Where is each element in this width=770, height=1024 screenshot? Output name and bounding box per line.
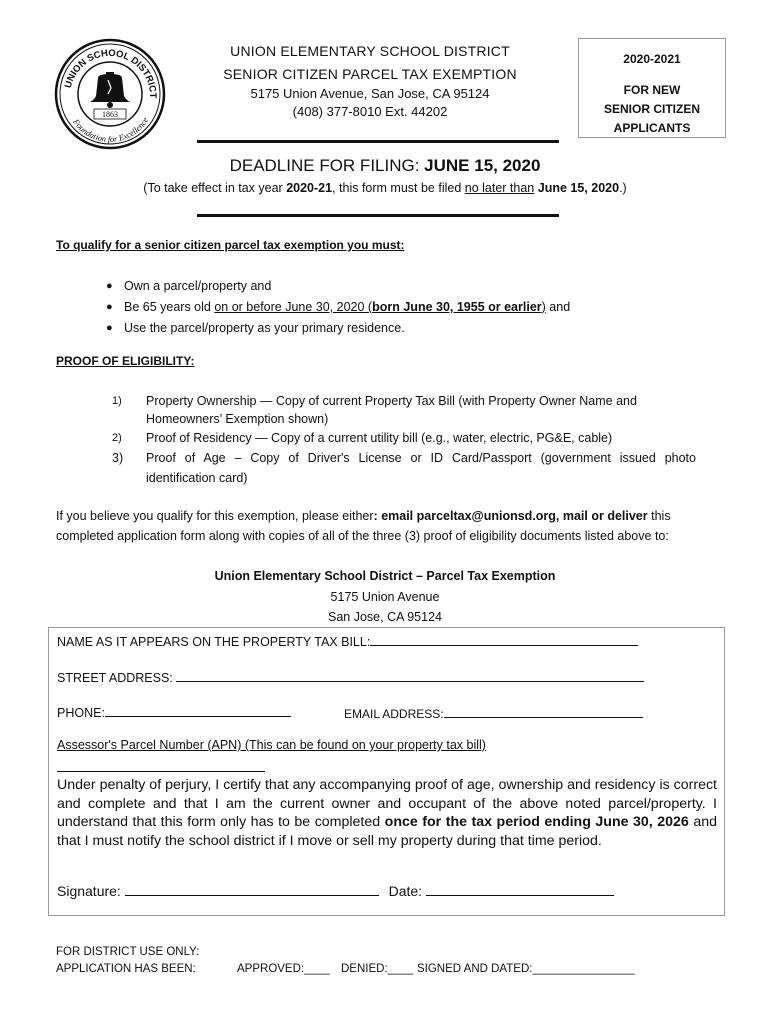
email-label: EMAIL ADDRESS: [344,707,444,721]
date-input[interactable] [426,884,614,896]
seal-ring-text: UNION SCHOOL DISTRICT [62,47,159,99]
owner-name-label: NAME AS IT APPEARS ON THE PROPERTY TAX BILL: [57,635,371,649]
district-address: 5175 Union Avenue, San Jose, CA 95124 [250,86,490,101]
date-label: Date: [388,883,423,899]
apn-label: Assessor's Parcel Number (APN) (This can be found on your property tax bill) [57,738,486,752]
district-phone: (408) 377-8010 Ext. 44202 [292,104,448,119]
district-name: UNION ELEMENTARY SCHOOL DISTRICT [230,43,510,59]
signature-input[interactable] [125,884,379,896]
denied-field[interactable]: DENIED:____ [341,963,414,975]
perjury-statement: Under penalty of perjury, I certify that any accompanying proof of age, ownership and residency is correct and complete and that I am the current owner and occupant of the above noted parcel/property. I understand that this form only has to be completed once for the tax period ending June 30, 2026 and that I must notify the school district if I move or sell my property during that time period. [57,777,717,849]
submission-instructions: If you believe you qualify for this exemption, please either: email parceltax@unionsd.org, mail or deliver this completed application form along with copies of all of the three (3) proof of eligibility documents listed above to: [56,509,671,543]
applicant-type-line3: APPLICANTS [613,121,691,135]
approved-field[interactable]: APPROVED:____ [237,963,330,975]
street-address-input[interactable] [176,670,644,682]
application-form [48,627,725,916]
bullet-icon: ● [106,322,113,334]
email-field[interactable] [344,706,643,721]
list-item: 3) Proof of Age – Copy of Driver's License or ID Card/Passport (government issued photo identification card) [112,451,696,485]
signature-row [57,883,614,899]
mail-to-street: 5175 Union Avenue [330,590,440,604]
street-address-field[interactable] [57,670,644,685]
district-use-label: FOR DISTRICT USE ONLY: [56,946,200,958]
divider-bottom [197,214,559,217]
filing-deadline: DEADLINE FOR FILING: JUNE 15, 2020 [229,156,541,175]
liberty-bell-icon [90,72,130,108]
mail-to-name: Union Elementary School District – Parcel Tax Exemption [214,569,556,583]
bullet-icon: ● [106,280,113,292]
owner-name-input[interactable] [370,634,638,646]
phone-input[interactable] [105,705,291,717]
application-status-label: APPLICATION HAS BEEN: [56,963,196,975]
list-item: ● Be 65 years old on or before June 30, 2020 (born June 30, 1955 or earlier) and [106,297,726,318]
proof-list [112,392,696,488]
signature-label: Signature: [57,883,125,899]
seal-year: 1863 [102,110,118,119]
phone-label: PHONE: [57,706,105,720]
effect-note: (To take effect in tax year 2020-21, this form must be filed no later than June 15, 2020.) [143,181,627,195]
form-title: SENIOR CITIZEN PARCEL TAX EXEMPTION [223,66,517,82]
list-item: 1) Property Ownership — Copy of current Property Tax Bill (with Property Owner Name and Homeowners’ Exemption shown) [112,394,637,426]
owner-name-field[interactable] [57,634,638,649]
seal-motto-text: Foundation for Excellence [71,115,151,145]
phone-field[interactable] [57,705,291,720]
applicant-type-line1: FOR NEW [623,83,681,97]
street-address-label: STREET ADDRESS: [57,671,177,685]
list-item: ● Use the parcel/property as your primary residence. [106,318,726,339]
mail-to-city: San Jose, CA 95124 [328,610,442,624]
applicant-type-line2: SENIOR CITIZEN [603,102,700,116]
requirements-list [106,276,726,339]
proof-heading: PROOF OF ELIGIBILITY: [56,354,195,368]
applicant-type-box [578,38,726,138]
apn-input[interactable] [57,771,265,772]
district-seal-logo [54,38,166,150]
bullet-icon: ● [106,301,113,313]
email-input[interactable] [444,706,643,718]
list-item: ● Own a parcel/property and [106,276,726,297]
tax-year-label: 2020-2021 [623,52,681,66]
qualify-heading: To qualify for a senior citizen parcel tax exemption you must: [56,238,405,252]
signed-dated-field[interactable]: SIGNED AND DATED:________________ [417,963,635,975]
list-item: 2) Proof of Residency — Copy of a current utility bill (e.g., water, electric, PG&E, cable) [112,431,613,445]
divider-top [197,140,559,143]
